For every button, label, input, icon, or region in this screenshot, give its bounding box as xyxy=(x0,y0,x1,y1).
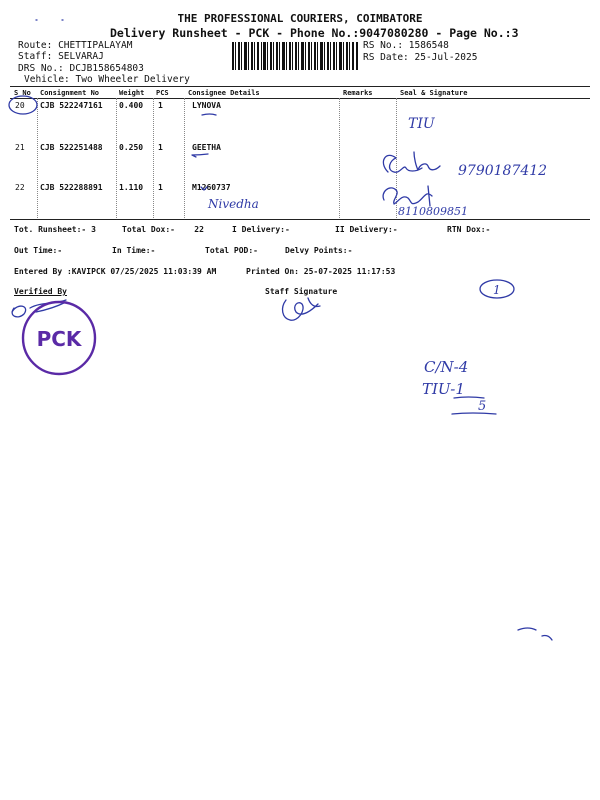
company-title: THE PROFESSIONAL COURIERS, COIMBATORE xyxy=(177,12,423,25)
row-20-circle-mark xyxy=(9,96,37,114)
drs-label: DRS No.: xyxy=(18,63,64,74)
note-line-2: TIU-1 xyxy=(422,380,465,398)
name-row-22: Nivedha xyxy=(208,197,259,211)
row-consignment: CJB 522247161 xyxy=(40,101,103,110)
caret-mark xyxy=(201,187,207,190)
row-pcs: 1 xyxy=(158,101,163,110)
stray-mark xyxy=(518,628,552,640)
row-20-remark: TIU xyxy=(408,116,435,132)
note-underline xyxy=(452,413,496,414)
ii-delivery: II Delivery:- xyxy=(335,225,398,234)
col-sno: S No xyxy=(14,89,31,97)
rs-date-label: RS Date: xyxy=(363,52,409,63)
total-dox-value: 22 xyxy=(194,225,204,234)
out-time: Out Time:- xyxy=(14,246,63,255)
note-line-3: 5 xyxy=(478,399,487,414)
total-dox-label: Total Dox:- xyxy=(122,225,175,234)
signature-row-22 xyxy=(383,186,432,206)
entered-by: Entered By :KAVIPCK 07/25/2025 11:03:39 AM xyxy=(14,267,217,276)
delvy-points: Delvy Points:- xyxy=(285,246,353,255)
runsheet-title: Delivery Runsheet - PCK - Phone No.:9047080280 - Page No.:3 xyxy=(110,26,519,40)
underline-mark xyxy=(202,114,216,115)
note-line-1: C/N-4 xyxy=(424,358,469,376)
route-value: CHETTIPALAYAM xyxy=(58,40,133,51)
col-pcs: PCS xyxy=(156,89,169,97)
staff-label: Staff: xyxy=(18,51,53,62)
vehicle-label: Vehicle: xyxy=(24,74,70,85)
i-delivery: I Delivery:- xyxy=(232,225,290,234)
row-sno: 20 xyxy=(15,101,25,110)
col-weight: Weight xyxy=(119,89,145,97)
col-seal: Seal & Signature xyxy=(400,89,468,97)
row-consignee: M1260737 xyxy=(192,183,231,192)
row-consignee: LYNOVA xyxy=(192,101,221,110)
staff-value: SELVARAJ xyxy=(58,51,104,62)
phone-number-row-22: 8110809851 xyxy=(398,205,468,218)
route-label: Route: xyxy=(18,40,53,51)
staff-signature-label: Staff Signature xyxy=(265,287,338,296)
rs-date-value: 25-Jul-2025 xyxy=(414,52,478,63)
printed-on: Printed On: 25-07-2025 11:17:53 xyxy=(246,267,396,276)
staff-signature xyxy=(283,298,320,320)
row-pcs: 1 xyxy=(158,183,163,192)
arrow-mark xyxy=(192,154,208,157)
row-weight: 0.250 xyxy=(119,143,144,152)
verified-by-label: Verified By xyxy=(14,287,67,296)
total-pod: Total POD:- xyxy=(205,246,258,255)
col-consignment: Consignment No xyxy=(40,89,100,97)
tot-runsheet: Tot. Runsheet:- 3 xyxy=(14,225,96,234)
pck-stamp-text: PCK xyxy=(36,327,82,351)
row-sno: 22 xyxy=(15,183,25,192)
row-consignee: GEETHA xyxy=(192,143,221,152)
phone-number-row-21: 9790187412 xyxy=(458,163,548,179)
row-consignment: CJB 522288891 xyxy=(40,183,103,192)
col-remarks: Remarks xyxy=(343,89,373,97)
row-weight: 0.400 xyxy=(119,101,144,110)
row-pcs: 1 xyxy=(158,143,163,152)
circled-number: 1 xyxy=(493,283,501,297)
vehicle-value: Two Wheeler Delivery xyxy=(75,74,190,85)
signature-row-21 xyxy=(383,152,440,172)
rs-no-label: RS No.: xyxy=(363,40,404,51)
row-consignment: CJB 522251488 xyxy=(40,143,103,152)
rtn-dox: RTN Dox:- xyxy=(447,225,491,234)
col-consignee: Consignee Details xyxy=(188,89,260,97)
row-sno: 21 xyxy=(15,143,25,152)
in-time: In Time:- xyxy=(112,246,156,255)
rs-no-value: 1586548 xyxy=(408,40,449,51)
fraction-bar xyxy=(454,397,484,398)
row-weight: 1.110 xyxy=(119,183,144,192)
drs-value: DCJB158654803 xyxy=(69,63,144,74)
